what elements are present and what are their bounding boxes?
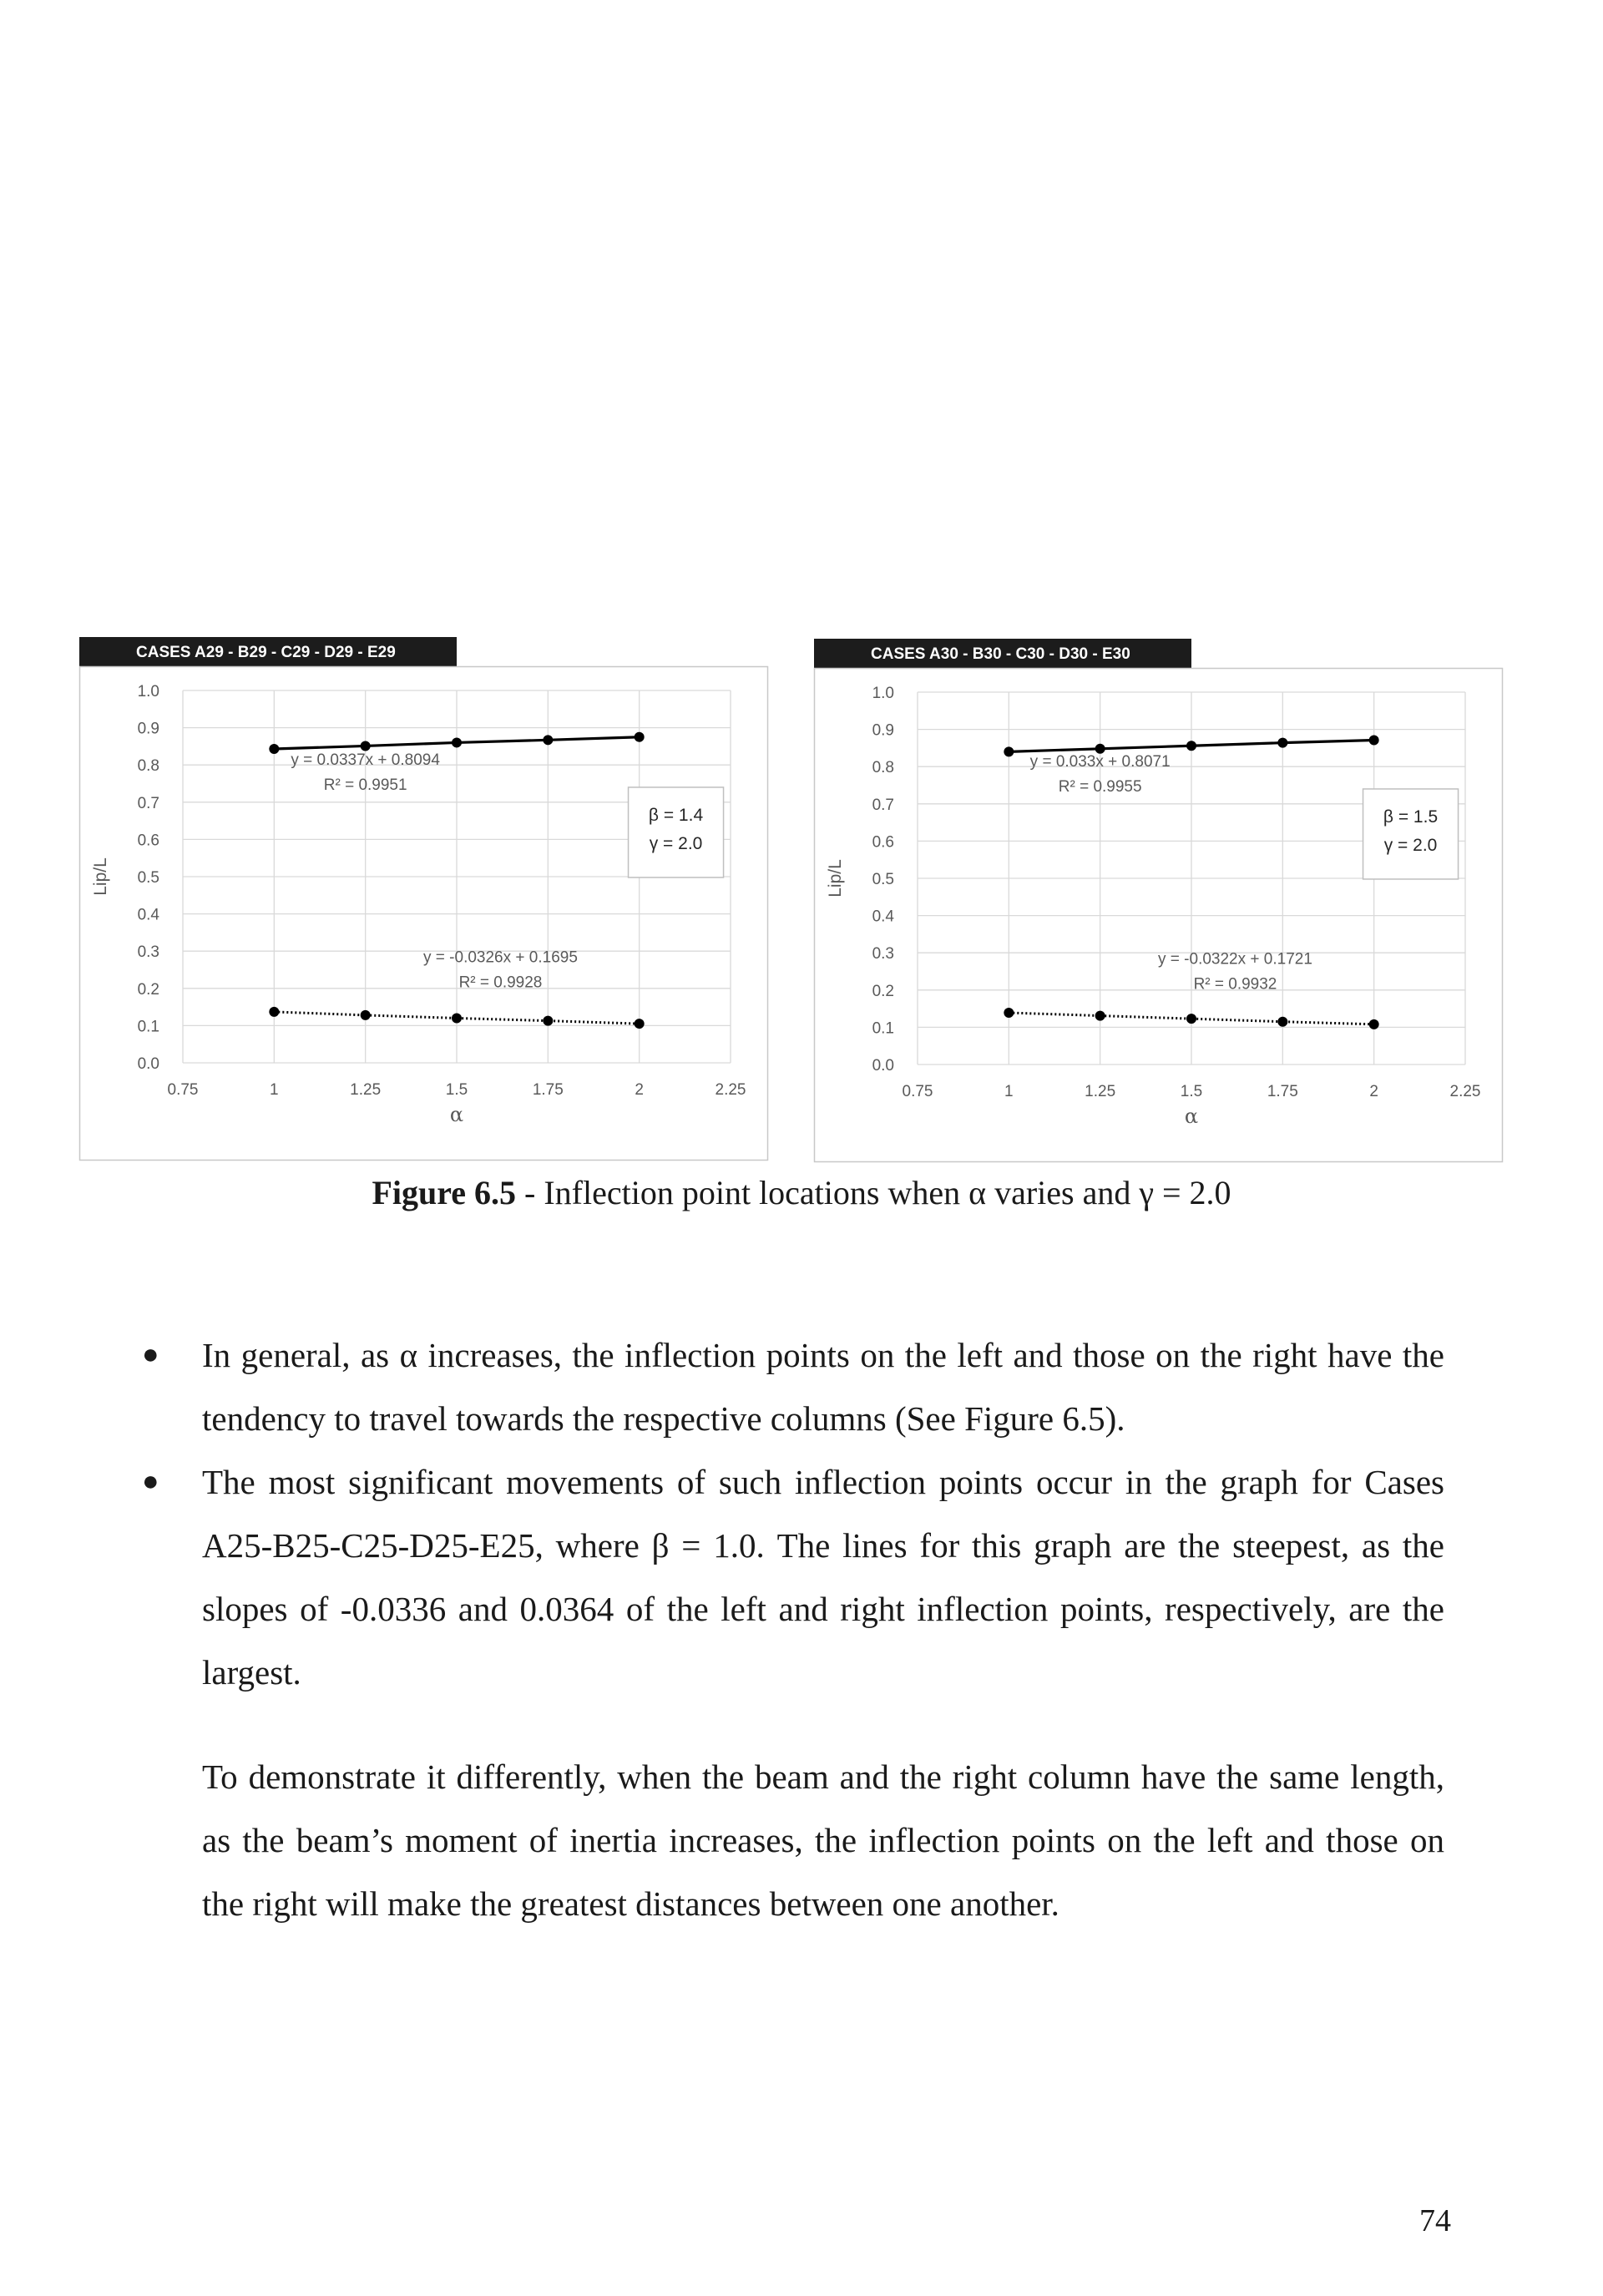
- y-tick-label: 0.6: [137, 832, 159, 850]
- y-tick-label: 0.7: [137, 794, 159, 812]
- r-squared-label: R² = 0.9951: [323, 776, 407, 795]
- bullet-icon: ●: [142, 1466, 159, 1497]
- data-point: [1004, 1008, 1014, 1018]
- data-point: [543, 1016, 553, 1026]
- y-tick-label: 0.2: [137, 980, 159, 999]
- bullet-text: In general, as α increases, the inflection points on the left and those on the right have the tendency to travel towards the respective columns (See Figure 6.5).: [202, 1336, 1444, 1438]
- y-tick-label: 0.8: [872, 759, 894, 777]
- chart-right: [814, 639, 1503, 1162]
- x-axis-label: α: [449, 1103, 464, 1126]
- r-squared-label: R² = 0.9955: [1058, 778, 1142, 797]
- x-tick-label: 1: [270, 1081, 279, 1099]
- x-tick-label: 0.75: [902, 1083, 933, 1100]
- y-tick-label: 0.0: [137, 1055, 159, 1073]
- y-tick-label: 0.9: [137, 720, 159, 738]
- annotation-text: γ = 2.0: [1383, 835, 1438, 855]
- trend-equation: y = -0.0322x + 0.1721: [1158, 950, 1312, 968]
- y-tick-label: 0.7: [872, 796, 894, 814]
- data-point: [361, 741, 371, 751]
- data-point: [269, 1007, 279, 1017]
- bullet-list: [142, 1323, 1444, 1704]
- x-tick-label: 1.5: [445, 1081, 468, 1099]
- y-tick-label: 0.2: [872, 982, 894, 1000]
- y-tick-label: 0.1: [137, 1018, 159, 1036]
- chart-left: [79, 637, 768, 1161]
- data-point: [269, 744, 279, 754]
- annotation-box: [1363, 789, 1459, 879]
- data-point: [361, 1010, 371, 1020]
- bullet-text: The most significant movements of such inflection points occur in the graph for Cases A25-B25-C25-D25-E25, where β = 1.0. The lines for this graph are the steepest, as the slopes of -0.0336 and 0.0364 of the left and right inflection points, respectively, are the largest.: [202, 1463, 1444, 1692]
- data-point: [1186, 1014, 1196, 1024]
- x-tick-label: 1.25: [350, 1081, 382, 1099]
- annotation-text: β = 1.4: [648, 805, 704, 825]
- r-squared-label: R² = 0.9928: [458, 974, 543, 992]
- annotation-text: β = 1.5: [1383, 807, 1439, 827]
- x-tick-label: 2: [1369, 1083, 1378, 1100]
- data-point: [1369, 736, 1379, 746]
- r-squared-label: R² = 0.9932: [1193, 975, 1277, 994]
- body-paragraph: To demonstrate it differently, when the beam and the right column have the same length, as the beam’s moment of inertia increases, the inflection points on the left and those on the right will make the greatest distances between one another.: [202, 1757, 1444, 1923]
- annotation-text: γ = 2.0: [649, 833, 703, 853]
- data-point: [635, 1019, 645, 1029]
- y-tick-label: 0.5: [137, 869, 159, 887]
- x-tick-label: 2.25: [1449, 1083, 1481, 1100]
- y-tick-label: 0.3: [137, 943, 159, 962]
- data-point: [543, 735, 553, 745]
- trend-equation: y = 0.033x + 0.8071: [1029, 753, 1171, 771]
- bullet-icon: ●: [142, 1339, 159, 1370]
- data-point: [1186, 741, 1196, 751]
- y-tick-label: 0.1: [872, 1019, 894, 1038]
- y-tick-label: 1.0: [872, 685, 894, 702]
- y-tick-label: 0.9: [872, 721, 894, 740]
- chart-svg: [814, 639, 1503, 1162]
- figure-caption-text: - Inflection point locations when α varies and γ = 2.0: [516, 1174, 1231, 1211]
- chart-title: CASES A30 - B30 - C30 - D30 - E30: [814, 639, 1191, 670]
- x-tick-label: 1: [1004, 1083, 1014, 1100]
- x-tick-label: 0.75: [167, 1081, 199, 1099]
- x-tick-label: 1.75: [532, 1081, 564, 1099]
- chart-svg: [79, 637, 768, 1161]
- data-point: [1095, 1011, 1105, 1021]
- data-point: [1277, 1017, 1287, 1027]
- figure-caption: [0, 1173, 1603, 1212]
- data-point: [635, 732, 645, 742]
- y-tick-label: 0.0: [872, 1057, 894, 1075]
- x-tick-label: 1.5: [1180, 1083, 1203, 1100]
- data-point: [452, 1013, 462, 1023]
- y-tick-label: 1.0: [137, 683, 159, 700]
- annotation-box: [629, 787, 724, 877]
- bullet-item: [142, 1450, 1444, 1704]
- figure-number: Figure 6.5: [372, 1174, 517, 1211]
- y-axis-label: Lip/L: [91, 857, 110, 896]
- bullet-item: [142, 1323, 1444, 1450]
- data-point: [452, 737, 462, 747]
- x-tick-label: 2: [635, 1081, 644, 1099]
- x-axis-label: α: [1184, 1105, 1199, 1128]
- y-tick-label: 0.4: [137, 906, 159, 924]
- y-tick-label: 0.8: [137, 757, 159, 776]
- y-tick-label: 0.6: [872, 833, 894, 852]
- page-number: 74: [1419, 2203, 1451, 2238]
- y-axis-label: Lip/L: [826, 859, 845, 898]
- x-tick-label: 1.75: [1267, 1083, 1298, 1100]
- y-tick-label: 0.4: [872, 908, 894, 926]
- data-point: [1369, 1019, 1379, 1029]
- x-tick-label: 1.25: [1085, 1083, 1116, 1100]
- y-tick-label: 0.5: [872, 871, 894, 888]
- chart-title: CASES A29 - B29 - C29 - D29 - E29: [79, 637, 457, 669]
- trend-equation: y = -0.0326x + 0.1695: [423, 948, 578, 967]
- trend-equation: y = 0.0337x + 0.8094: [291, 751, 440, 770]
- data-point: [1277, 738, 1287, 748]
- data-point: [1095, 744, 1105, 754]
- x-tick-label: 2.25: [715, 1081, 746, 1099]
- y-tick-label: 0.3: [872, 945, 894, 963]
- data-point: [1004, 746, 1014, 756]
